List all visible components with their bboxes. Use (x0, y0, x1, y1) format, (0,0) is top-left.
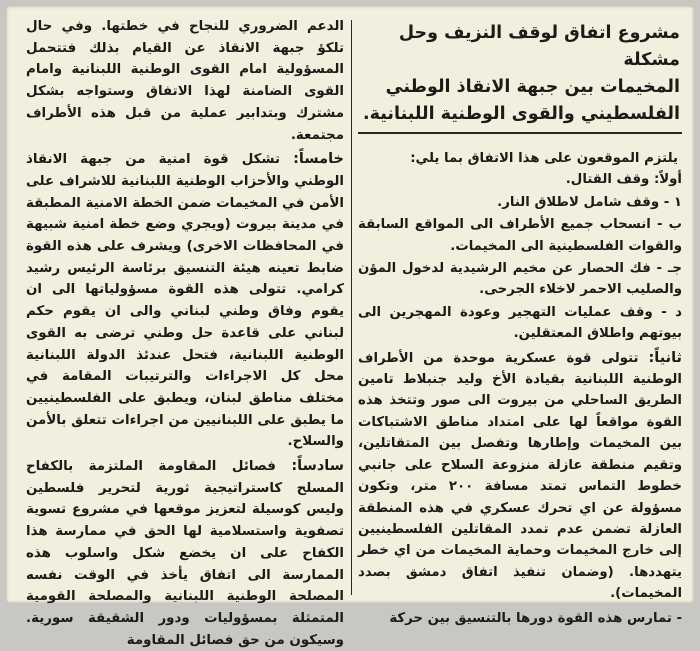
section-6-paragraph (26, 456, 344, 651)
left-paragraph-1: الدعم الضروري للنجاح في خطتها. وفي حال تلكؤ جبهة الانقاذ عن القيام بذلك فتتحمل المسؤولية امام القوى الوطنية اللبنانية وامام القوى الضامنة لهذا الاتفاق وستواجه بشكل مشترك وبتدابير عملية من قبل هذه الأطراف مجتمعة. (26, 19, 344, 143)
column-divider (351, 20, 352, 595)
article-title (358, 20, 682, 128)
left-column (26, 16, 344, 648)
item-d: د - وقف عمليات التهجير وعودة المهجرين الى بيوتهم واطلاق المعتقلين. (358, 304, 682, 342)
bottom-line: - تمارس هذه القوة دورها بالتنسيق بين حركة (389, 610, 682, 626)
section-6-heading: سادساً: (291, 458, 344, 475)
section-6-text: فصائل المقاومة الملتزمة بالكفاح المسلح كاستراتيجية ثورية لتحرير فلسطين وليس كوسيلة لتعزيز موقعها في مشروع تسوية تصفوية واستسلامية لها الحق في ممارسة هذا الكفاح على ان يخضع شكل واسلوب هذه الممارسة الى اتفاق يأخذ في الوقت نفسه المصلحة الوطنية اللبنانية والمصلحة القومية المتمثلة بمسؤوليات ودور الشقيقة سورية. وسيكون من حق فصائل المقاومة (26, 459, 344, 648)
title-line-3: الفلسطيني والقوى الوطنية اللبنانية. (363, 104, 680, 124)
section-5-text: تشكل قوة امنية من جبهة الانقاذ الوطني والأحزاب الوطنية اللبنانية للاشراف على الأمن في المخيمات ضمن الخطة الامنية المطبقة في مدينة بيروت (ويجري وضع خطة امنية شبيهة في المحافظات الاخرى) ويشرف على هذه القوة ضابط تعينه هيئة التنسيق برئاسة الرئيس رشيد كرامي. تتولى هذه القوة مسؤولياتها الى ان يقوم وفاق وطني لبناني والى ان يقوم حكم لبناني على قاعدة حل وطني ترضى به القوى الوطنية اللبنانية، فتحل عندئذ الدولة اللبنانية محل كل الاجراءات والترتيبات المقامة في مختلف مناطق لبنان، ويطبق على الفلسطينيين ما يطبق على اللبنانيين من اجراءات تتعلق بالأمن والسلاح. (26, 152, 344, 450)
section-5-heading: خامساً: (293, 151, 344, 168)
item-b: ب - انسحاب جميع الأطراف الى المواقع السابقة والقوات الفلسطينية الى المخيمات. (358, 217, 682, 254)
title-line-1: مشروع اتفاق لوقف النزيف وحل مشكلة (398, 23, 680, 70)
section-2-text: تتولى قوة عسكرية موحدة من الأطراف الوطنية اللبنانية بقيادة الأخ وليد جنبلاط تامين الطريق الساحلي من بيروت الى صور وتتخذ هذه القوة مواقعاً لها على امتداد مناطق الاشتباكات بين المخيمات وإطارها وتفصل بين المتقاتلين، وتقيم منطقة عازلة منزوعة السلاح على جانبي خطوط التماس تمتد مسافة ٢٠٠ متر، وتكون مسؤولة عن اي تحرك عسكري في هذه المنطقة العازلة تضمن عدم تمدد المقاتلين الفلسطينيين إلى خارج المخيمات وحماية المخيمات من اي خطر يتهددها. (وضمان تنفيذ اتفاق دمشق بصدد المخيمات). (358, 350, 683, 602)
item-a: ١ - وقف شامل لاطلاق النار. (497, 194, 682, 210)
intro-text: يلتزم الموقعون على هذا الاتفاق بما يلي: (410, 151, 678, 166)
section-2-paragraph (358, 348, 682, 605)
section-1-heading: أولاً: وقف القتال. (565, 172, 682, 188)
newspaper-clipping (6, 6, 694, 648)
title-line-2: المخيمات بين جبهة الانقاذ الوطني (385, 77, 680, 97)
section-5-paragraph (26, 149, 344, 453)
item-c: جـ - فك الحصار عن مخيم الرشيدية لدخول المؤن والصليب الاحمر لاخلاء الجرحى. (358, 261, 682, 298)
section-2-heading: ثانياً: (648, 349, 682, 366)
title-underline (358, 132, 682, 134)
right-column (358, 20, 683, 626)
